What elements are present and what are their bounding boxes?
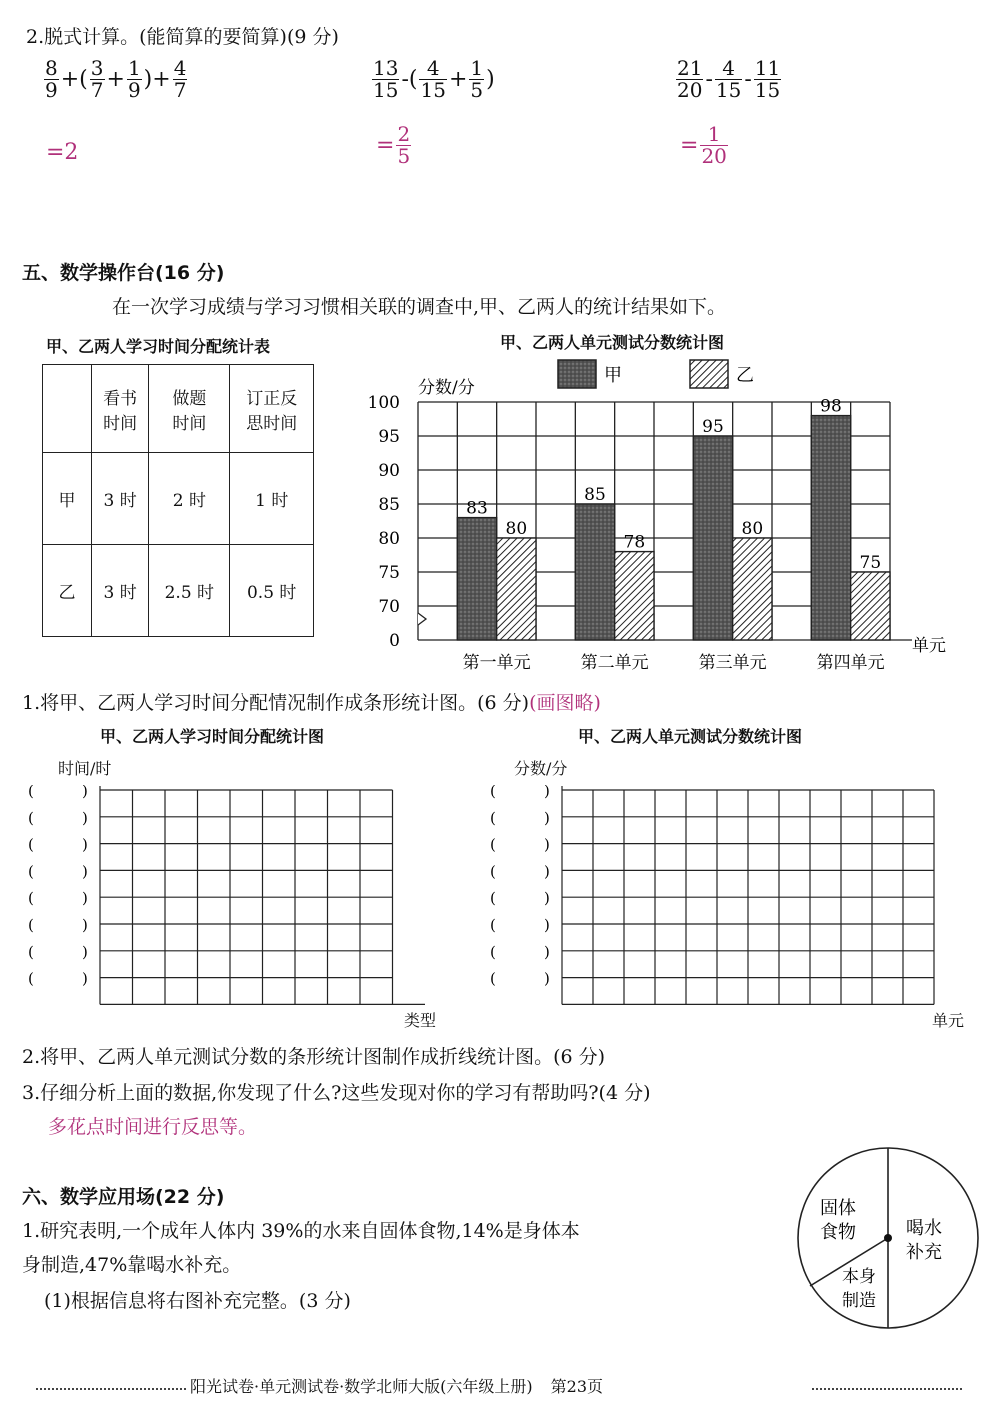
blank-tick-bracket: ( bbox=[28, 862, 34, 881]
answer-1: =2 bbox=[46, 140, 79, 165]
fraction: $\frac{4}{15}$ bbox=[715, 56, 742, 102]
fraction: $\frac{1}{9}$ bbox=[127, 56, 141, 102]
time-allocation-table bbox=[42, 364, 314, 637]
question-3-answer: 多花点时间进行反思等。 bbox=[48, 1116, 258, 1138]
chart-bar bbox=[615, 552, 654, 640]
table-corner bbox=[43, 365, 92, 453]
footer-rule-right bbox=[812, 1388, 962, 1390]
fraction: $\frac{4}{7}$ bbox=[173, 56, 187, 102]
svg-text:补充: 补充 bbox=[906, 1242, 942, 1263]
svg-text:制造: 制造 bbox=[842, 1291, 876, 1311]
table-header: 看书 时间 bbox=[92, 365, 149, 453]
section5-intro: 在一次学习成绩与学习习惯相关联的调查中,甲、乙两人的统计结果如下。 bbox=[112, 296, 727, 318]
blank-tick-bracket: ( bbox=[28, 916, 34, 934]
fraction: $\frac{1}{20}$ bbox=[701, 122, 727, 168]
section6-q1-sub: (1)根据信息将右图补充完整。(3 分) bbox=[44, 1290, 351, 1312]
blank-tick-bracket: ( bbox=[490, 916, 496, 934]
table-row: 甲 3 时 2 时 1 时 bbox=[43, 453, 314, 545]
blank-tick-bracket: ) bbox=[544, 889, 550, 908]
blank-tick-bracket: ( bbox=[28, 889, 34, 908]
blank-tick-bracket: ) bbox=[544, 862, 550, 881]
chart-x-tick: 第四单元 bbox=[816, 653, 885, 673]
section5-title: 五、数学操作台(16 分) bbox=[22, 262, 225, 284]
chart-x-tick: 第一单元 bbox=[462, 653, 531, 673]
question-3: 3.仔细分析上面的数据,你发现了什么?这些发现对你的学习有帮助吗?(4 分) bbox=[22, 1082, 651, 1104]
blank-chart-1[interactable] bbox=[20, 785, 440, 1030]
chart-bar bbox=[811, 416, 850, 640]
chart-y-ticks bbox=[368, 393, 400, 651]
fraction: $\frac{2}{5}$ bbox=[397, 122, 411, 168]
expression-1: $\frac{8}{9}$ +( $\frac{3}{7}$ + $\frac{1}{9}$ )+ $\frac{4}{7}$ bbox=[45, 56, 187, 102]
chart-y-tick: 70 bbox=[378, 597, 400, 617]
answer-3: = $\frac{1}{20}$ bbox=[680, 122, 727, 168]
legend-label-jia: 甲 bbox=[604, 365, 622, 386]
expression-2: $\frac{13}{15}$ -( $\frac{4}{15}$ + $\frac{1}{5}$ ) bbox=[373, 56, 495, 102]
blank-tick-bracket: ( bbox=[490, 835, 496, 854]
fraction: $\frac{3}{7}$ bbox=[90, 56, 104, 102]
question-1: 1.将甲、乙两人学习时间分配情况制作成条形统计图。(6 分)(画图略) bbox=[22, 692, 601, 714]
legend-swatch-yi bbox=[690, 360, 728, 388]
chart-y-tick: 80 bbox=[378, 529, 400, 549]
pie-label-self-made: 本身 bbox=[842, 1267, 876, 1287]
chart-bar bbox=[851, 572, 890, 640]
water-source-pie bbox=[790, 1146, 990, 1346]
footer-rule-left bbox=[36, 1388, 186, 1390]
blank-tick-bracket: ( bbox=[490, 785, 496, 800]
chart-y-axis-label: 分数/分 bbox=[418, 378, 475, 398]
blank-chart-2-title: 甲、乙两人单元测试分数统计图 bbox=[578, 727, 803, 746]
table-header: 订正反 思时间 bbox=[230, 365, 314, 453]
blank-tick-bracket: ( bbox=[490, 942, 496, 961]
chart-bar bbox=[733, 538, 772, 640]
pie-center bbox=[884, 1234, 892, 1242]
blank-tick-bracket: ) bbox=[544, 808, 550, 827]
blank-chart-2[interactable] bbox=[482, 785, 965, 1030]
chart-bar bbox=[693, 436, 732, 640]
blank-chart-1-ylabel: 时间/时 bbox=[58, 759, 112, 778]
pie-label-solid-food: 固体 bbox=[820, 1198, 856, 1219]
blank-tick-bracket: ) bbox=[82, 916, 88, 934]
chart-data-label: 95 bbox=[702, 417, 724, 437]
blank-tick-bracket: ( bbox=[28, 808, 34, 827]
question-2: 2.将甲、乙两人单元测试分数的条形统计图制作成折线统计图。(6 分) bbox=[22, 1046, 606, 1068]
score-bar-chart bbox=[360, 355, 980, 680]
blank-tick-bracket: ( bbox=[28, 942, 34, 961]
blank-tick-bracket: ( bbox=[28, 969, 34, 988]
fraction: $\frac{13}{15}$ bbox=[373, 56, 399, 102]
blank-tick-bracket: ) bbox=[544, 785, 550, 800]
blank-tick-bracket: ) bbox=[544, 835, 550, 854]
footer-text: 阳光试卷·单元测试卷·数学北师大版(六年级上册) 第23页 bbox=[190, 1377, 604, 1396]
chart-x-categories bbox=[463, 653, 885, 673]
blank-tick-bracket: ) bbox=[82, 785, 88, 800]
blank-tick-bracket: ( bbox=[490, 808, 496, 827]
chart-data-label: 85 bbox=[584, 485, 606, 505]
chart-title: 甲、乙两人单元测试分数统计图 bbox=[500, 333, 725, 352]
blank-tick-bracket: ) bbox=[82, 942, 88, 961]
chart-x-axis-label: 单元 bbox=[912, 636, 946, 656]
table-header: 做题 时间 bbox=[149, 365, 230, 453]
blank-tick-bracket: ( bbox=[28, 785, 34, 800]
chart-x-tick: 第二单元 bbox=[580, 653, 649, 673]
legend-swatch-jia bbox=[558, 360, 596, 388]
page-number: 第23页 bbox=[550, 1377, 604, 1396]
chart-y-tick: 85 bbox=[378, 495, 400, 515]
q2-title: 2.脱式计算。(能简算的要简算)(9 分) bbox=[26, 26, 339, 48]
chart-y-tick: 75 bbox=[378, 563, 400, 583]
chart-y-tick: 90 bbox=[378, 461, 400, 481]
blank-chart-1-xlabel: 类型 bbox=[404, 1011, 437, 1030]
blank-tick-bracket: ) bbox=[82, 969, 88, 988]
blank-tick-bracket: ) bbox=[544, 916, 550, 934]
chart-data-label: 98 bbox=[820, 396, 842, 417]
blank-chart-1-title: 甲、乙两人学习时间分配统计图 bbox=[100, 727, 325, 746]
chart-bar bbox=[575, 504, 614, 640]
chart-x-tick: 第三单元 bbox=[698, 653, 767, 673]
fraction: $\frac{8}{9}$ bbox=[45, 56, 58, 102]
chart-bar bbox=[497, 538, 536, 640]
chart-y-tick: 100 bbox=[367, 393, 400, 413]
pie-label-drinking: 喝水 bbox=[906, 1218, 942, 1239]
table-row: 乙 3 时 2.5 时 0.5 时 bbox=[43, 545, 314, 637]
chart-data-label: 75 bbox=[859, 553, 882, 573]
blank-tick-bracket: ( bbox=[490, 969, 496, 988]
blank-tick-bracket: ( bbox=[28, 835, 34, 854]
chart-data-label: 83 bbox=[466, 498, 488, 519]
fraction: $\frac{21}{20}$ bbox=[677, 56, 703, 102]
fraction: $\frac{1}{5}$ bbox=[470, 56, 484, 102]
blank-tick-bracket: ) bbox=[82, 862, 88, 881]
chart-data-label: 78 bbox=[623, 532, 646, 553]
blank-chart-2-ylabel: 分数/分 bbox=[514, 759, 568, 778]
chart-data-label: 80 bbox=[505, 519, 528, 539]
blank-tick-bracket: ) bbox=[82, 808, 88, 827]
chart-y-tick: 0 bbox=[389, 631, 400, 651]
answer-2: = $\frac{2}{5}$ bbox=[376, 122, 411, 168]
blank-tick-bracket: ) bbox=[544, 942, 550, 961]
blank-tick-bracket: ) bbox=[82, 889, 88, 908]
chart-data-label: 80 bbox=[741, 519, 764, 539]
table-title: 甲、乙两人学习时间分配统计表 bbox=[46, 337, 271, 356]
blank-tick-bracket: ( bbox=[490, 862, 496, 881]
blank-tick-bracket: ) bbox=[82, 835, 88, 854]
chart-bar bbox=[457, 518, 496, 640]
blank-chart-2-xlabel: 单元 bbox=[932, 1011, 965, 1030]
question-1-answer: (画图略) bbox=[529, 692, 601, 714]
section6-title: 六、数学应用场(22 分) bbox=[22, 1186, 225, 1208]
section6-q1-line1: 1.研究表明,一个成年人体内 39%的水来自固体食物,14%是身体本 bbox=[22, 1220, 580, 1242]
chart-bars bbox=[457, 397, 890, 640]
svg-text:食物: 食物 bbox=[820, 1222, 856, 1243]
fraction: $\frac{11}{15}$ bbox=[754, 56, 781, 102]
legend-label-yi: 乙 bbox=[736, 365, 754, 386]
fraction: $\frac{4}{15}$ bbox=[420, 56, 446, 102]
expression-3: $\frac{21}{20}$ - $\frac{4}{15}$ - $\frac{11}{15}$ bbox=[677, 56, 781, 102]
chart-y-tick: 95 bbox=[378, 427, 400, 447]
blank-tick-bracket: ( bbox=[490, 889, 496, 908]
section6-q1-line2: 身制造,47%靠喝水补充。 bbox=[22, 1254, 242, 1276]
blank-tick-bracket: ) bbox=[544, 969, 550, 988]
